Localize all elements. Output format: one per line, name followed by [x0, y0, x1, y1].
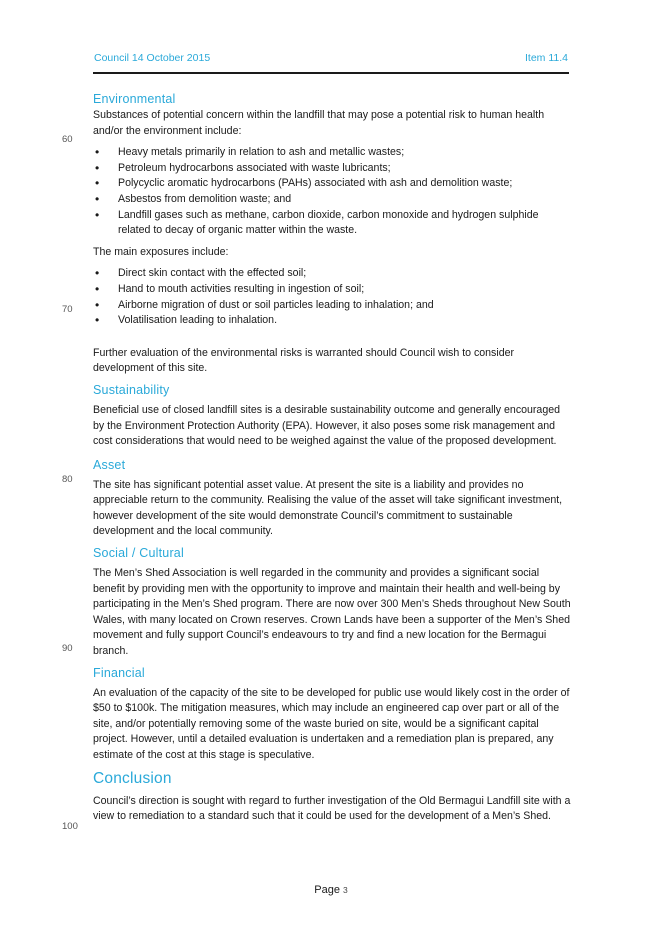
- list-item: • Hand to mouth activities resulting in ingestion of soil;: [118, 282, 571, 298]
- exposures-intro: The main exposures include:: [93, 245, 229, 258]
- list-item: • Volatilisation leading to inhalation.: [118, 313, 571, 329]
- meeting-date: Council 14 October 2015: [94, 52, 211, 64]
- environmental-closing: Further evaluation of the environmental risks is warranted should Council wish to consider development of this site.: [93, 346, 515, 375]
- line-number: 60: [62, 134, 73, 145]
- item-number: Item 11.4: [525, 52, 568, 64]
- line-number: 90: [62, 643, 73, 654]
- list-item: • Asbestos from demolition waste; and: [118, 192, 571, 208]
- list-item: • Petroleum hydrocarbons associated with waste lubricants;: [118, 161, 571, 177]
- page-label: Page: [314, 884, 340, 896]
- list-item: • Heavy metals primarily in relation to ash and metallic wastes;: [118, 145, 571, 161]
- page-header: [93, 52, 569, 74]
- list-item: • Polycyclic aromatic hydrocarbons (PAHs) associated with ash and demolition waste;: [118, 176, 571, 192]
- section-heading-social: Social / Cultural: [93, 546, 184, 561]
- list-item: • Direct skin contact with the effected soil;: [118, 266, 571, 282]
- page-number: 3: [343, 885, 348, 895]
- line-number: 80: [62, 474, 73, 485]
- sustainability-body: Beneficial use of closed landfill sites is a desirable sustainability outcome and generally encouraged by the Environment Protection Authority (EPA). However, it also poses some risk management and cost considerations that would need to be weighed against the value of the proposed development.: [93, 403, 560, 448]
- financial-body: An evaluation of the capacity of the site to be developed for public use would likely cost in the order of $50 to $100k. The mitigation measures, which may include an engineered cap over part or all of the site, and/or potentially removing some of the waste buried on site, would be a significant capital project. However, until a detailed evaluation is undertaken and a remediation plan is prepared, any estimate of the cost at this stage is speculative.: [93, 686, 570, 761]
- document-body: [93, 90, 571, 825]
- list-item: • Airborne migration of dust or soil particles leading to inhalation; and: [118, 298, 571, 314]
- line-number: 100: [62, 821, 78, 832]
- section-heading-environmental: Environmental: [93, 92, 176, 106]
- section-heading-asset: Asset: [93, 457, 126, 472]
- asset-body: The site has significant potential asset value. At present the site is a liability and provides no appreciable return to the community. Realising the value of the asset will take significant investment, however development of the site would demonstrate Council’s commitment to sustainable development and the local community.: [93, 478, 563, 538]
- substances-list: [93, 145, 571, 239]
- page-footer: [0, 884, 662, 896]
- section-heading-financial: Financial: [93, 665, 145, 680]
- exposures-list: [93, 266, 571, 328]
- environmental-intro: Substances of potential concern within the landfill that may pose a potential risk to human health and/or the environment include:: [93, 109, 545, 137]
- conclusion-body: Council’s direction is sought with regard to further investigation of the Old Bermagui Landfill site with a view to remediation to a standard such that it could be used for the development of a Men’s Shed.: [93, 794, 571, 823]
- social-body: The Men’s Shed Association is well regarded in the community and provides a significant social benefit by providing men with the opportunity to improve and maintain their health and well-being by participating in the Men’s Shed program. There are now over 300 Men’s Sheds throughout New South Wales, with many located on Crown reserves. Crown Lands have been a supporter of the Men’s Shed movement and fully support Council’s endeavours to try and find a new location for the Bermagui branch.: [93, 567, 571, 658]
- section-heading-conclusion: Conclusion: [93, 769, 172, 787]
- section-heading-sustainability: Sustainability: [93, 382, 170, 397]
- list-item: • Landfill gases such as methane, carbon dioxide, carbon monoxide and hydrogen sulphide related to decay of organic matter within the waste.: [118, 208, 571, 239]
- line-number: 70: [62, 304, 73, 315]
